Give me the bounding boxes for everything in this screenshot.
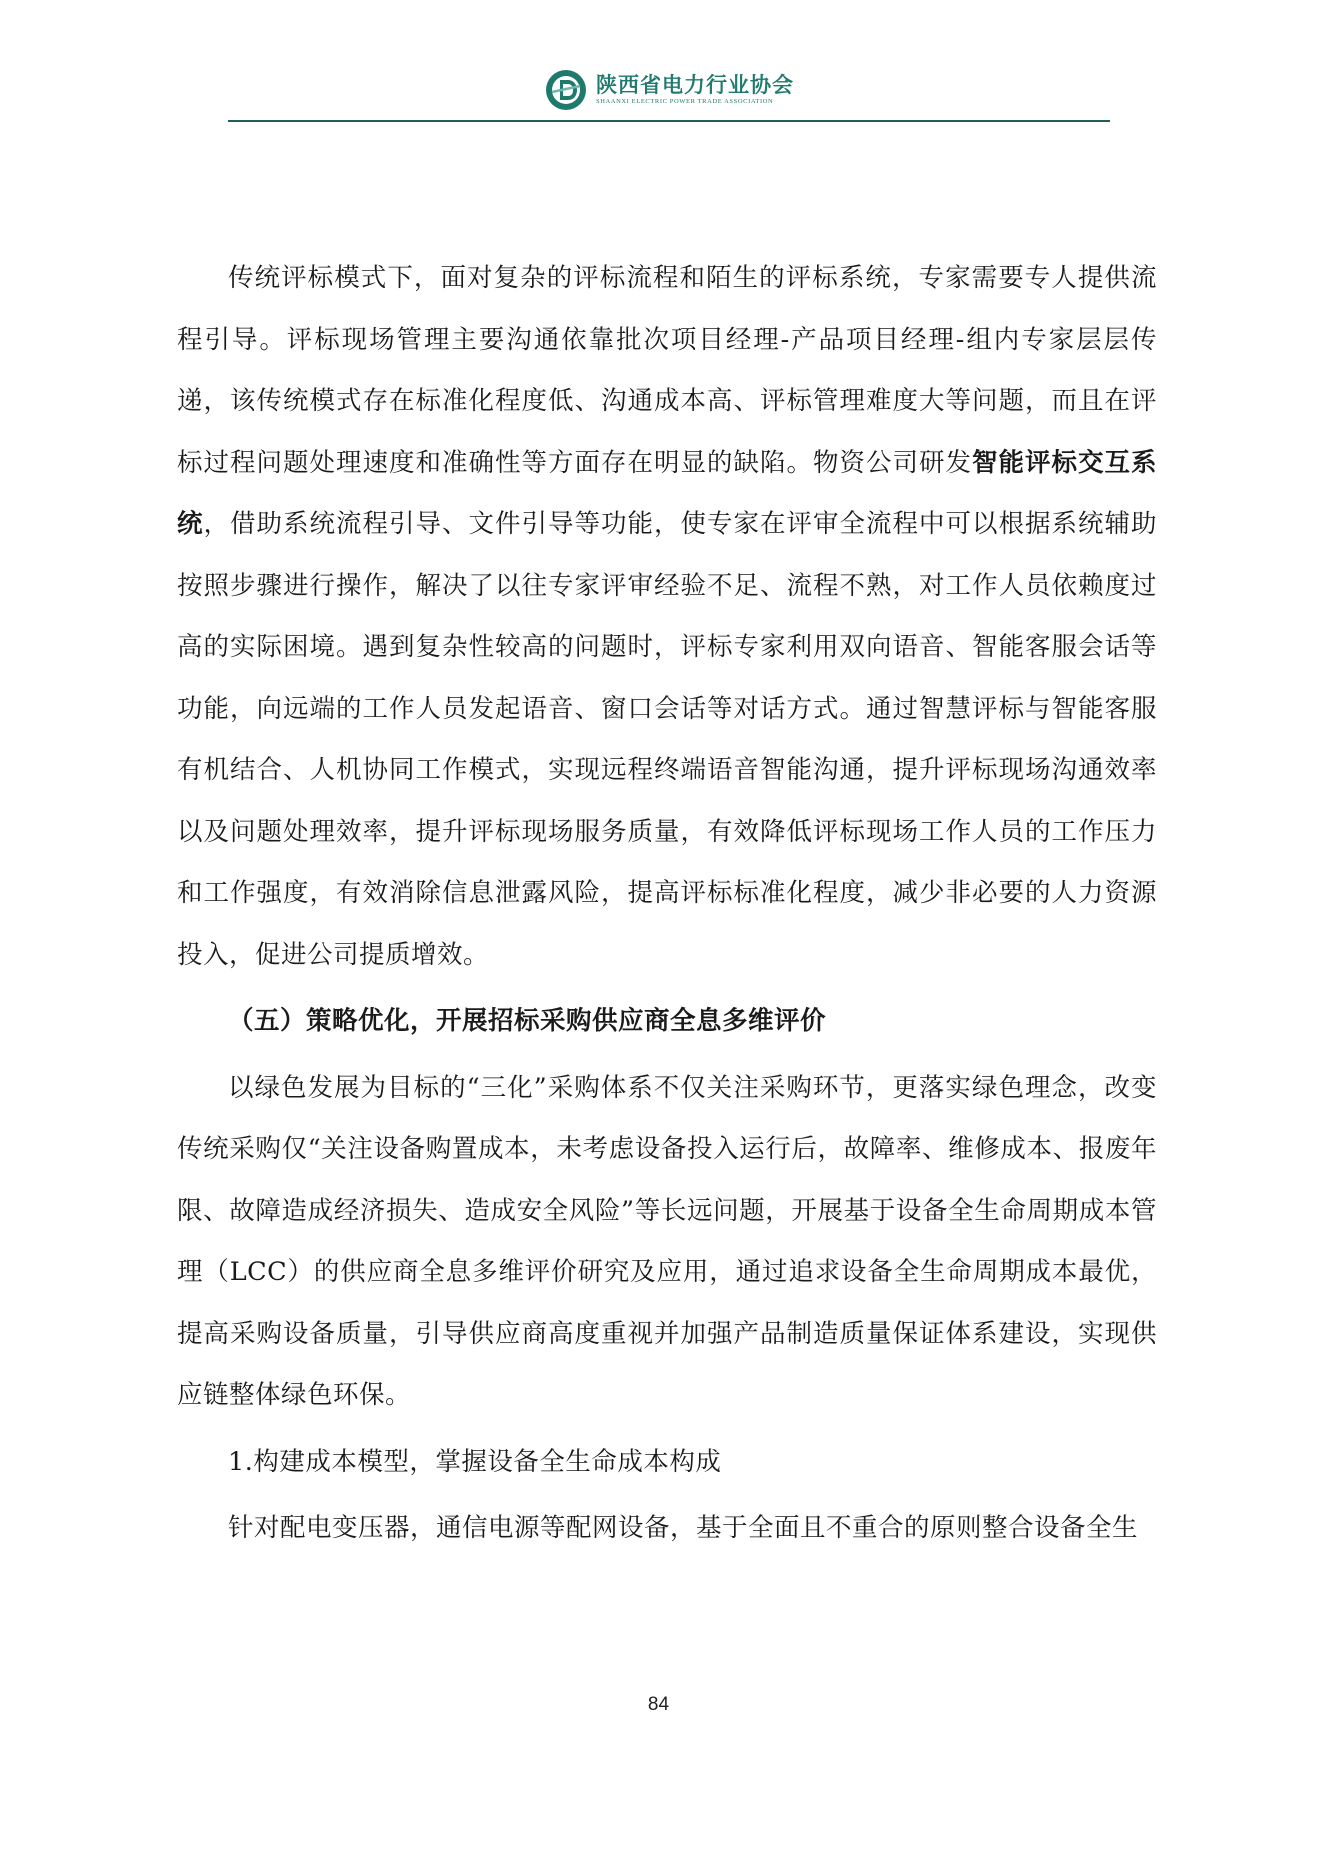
paragraph-text: ，借助系统流程引导、文件引导等功能，使专家在评审全流程中可以根据系统辅助按照步骤进行操作，解决了以往专家评审经验不足、流程不熟，对工作人员依赖度过高的实际困境。遇到复杂性较高的问题时，评标专家利用双向语音、智能客服会话等功能，向远端的工作人员发起语音、窗口会话等对话方式。通过智慧评标与智能客服有机结合、人机协同工作模式，实现远程终端语音智能沟通，提升评标现场沟通效率以及问题处理效率，提升评标现场服务质量，有效降低评标现场工作人员的工作压力和工作强度，有效消除信息泄露风险，提高评标标准化程度，减少非必要的人力资源投入，促进公司提质增效。 bbox=[177, 509, 1157, 970]
association-logo bbox=[544, 68, 794, 112]
paragraph-green-procurement: 以绿色发展为目标的“三化”采购体系不仅关注采购环节，更落实绿色理念，改变传统采购仅“关注设备购置成本，未考虑设备投入运行后，故障率、维修成本、报废年限、故障造成经济损失、造成安全风险”等长远问题，开展基于设备全生命周期成本管理（LCC）的供应商全息多维评价研究及应用，通过追求设备全生命周期成本最优，提高采购设备质量，引导供应商高度重视并加强产品制造质量保证体系建设，实现供应链整体绿色环保。 bbox=[177, 1072, 1157, 1410]
paragraph-cost-model: 针对配电变压器，通信电源等配网设备，基于全面且不重合的原则整合设备全生 bbox=[228, 1513, 1139, 1543]
document-body bbox=[177, 248, 1157, 1560]
association-name-en: SHAANXI ELECTRIC POWER TRADE ASSOCIATION bbox=[596, 97, 774, 105]
header-divider bbox=[228, 120, 1110, 122]
page-header bbox=[228, 60, 1110, 122]
association-logo-icon bbox=[544, 68, 588, 112]
bold-term: 智能评标交互系统 bbox=[177, 447, 1157, 539]
association-name bbox=[596, 72, 794, 106]
page-number: 84 bbox=[647, 1694, 670, 1715]
subsection-heading: 1.构建成本模型，掌握设备全生命成本构成 bbox=[228, 1446, 722, 1477]
section-heading: （五）策略优化，开展招标采购供应商全息多维评价 bbox=[228, 1006, 827, 1036]
paragraph-text: 传统评标模式下，面对复杂的评标流程和陌生的评标系统，专家需要专人提供流程引导。评标现场管理主要沟通依靠批次项目经理-产品项目经理-组内专家层层传递，该传统模式存在标准化程度低、沟通成本高、评标管理难度大等问题，而且在评标过程问题处理速度和准确性等方面存在明显的缺陷。物资公司研发 bbox=[177, 263, 1157, 478]
association-name-cn: 陕西省电力行业协会 bbox=[596, 72, 794, 97]
paragraph-intelligent-bid-evaluation bbox=[177, 248, 1157, 986]
